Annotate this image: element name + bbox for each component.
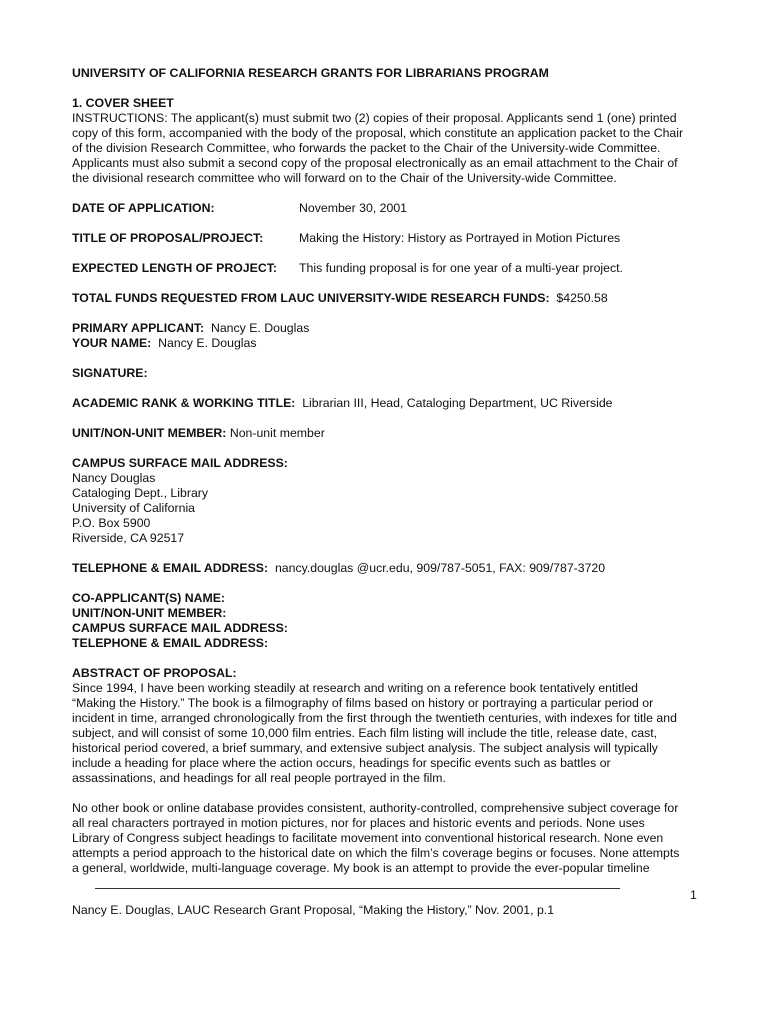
document-page [72, 66, 702, 876]
co-applicant-block [72, 591, 702, 651]
phone-row [72, 561, 702, 576]
primary-applicant-value: Nancy E. Douglas [210, 321, 310, 335]
abstract-label: ABSTRACT OF PROPOSAL: [72, 666, 237, 680]
address-line: Cataloging Dept., Library [72, 486, 209, 500]
length-label: EXPECTED LENGTH OF PROJECT: [72, 261, 277, 275]
length-row [72, 261, 702, 276]
date-row [72, 201, 702, 216]
abstract-line: a general, worldwide, multi-language coverage. My book is an attempt to provide the ever-popular timeline [72, 861, 650, 875]
abstract-line: No other book or online database provides consistent, authority-controlled, comprehensive subject coverage for [72, 801, 679, 815]
abstract-line: historical period covered, a brief summary, and extensive subject analysis. The subject analysis will typically [72, 741, 658, 755]
instructions-line: the divisional research committee who will forward on to the Chair of the University-wide Committee. [72, 171, 617, 185]
your-name-value: Nancy E. Douglas [158, 336, 257, 350]
primary-applicant-label: PRIMARY APPLICANT: [72, 321, 205, 335]
phone-label: TELEPHONE & EMAIL ADDRESS: [72, 561, 269, 575]
cover-sheet-title: 1. COVER SHEET [72, 96, 174, 110]
address-label: CAMPUS SURFACE MAIL ADDRESS: [72, 456, 288, 470]
abstract-paragraph-1 [72, 681, 702, 786]
title-label: TITLE OF PROPOSAL/PROJECT: [72, 231, 264, 245]
address-block [72, 471, 702, 546]
unit-label: UNIT/NON-UNIT MEMBER: [72, 426, 227, 440]
document-heading: UNIVERSITY OF CALIFORNIA RESEARCH GRANTS FOR LIBRARIANS PROGRAM [72, 66, 549, 80]
abstract-line: include a heading for place where the action occurs, headings for specific events such as battles or [72, 756, 611, 770]
address-line: University of California [72, 501, 196, 515]
co-applicant-unit-label: UNIT/NON-UNIT MEMBER: [72, 606, 227, 620]
abstract-line: subject, and will consist of some 10,000 film entries. Each film listing will include the title, release date, cast, [72, 726, 658, 740]
rank-label: ACADEMIC RANK & WORKING TITLE: [72, 396, 296, 410]
instructions-line: INSTRUCTIONS: The applicant(s) must submit two (2) copies of their proposal. Applicants send 1 (one) printed [72, 111, 677, 125]
abstract-line: attempts a period approach to the historical date on which the film’s coverage begins or focuses. None attempts [72, 846, 680, 860]
address-line: P.O. Box 5900 [72, 516, 151, 530]
abstract-line: incident in time, arranged chronologically from the first through the twentieth centuries, with indexes for title and [72, 711, 677, 725]
instructions-line: copy of this form, accompanied with the body of the proposal, which constitute an application packet to the Chair [72, 126, 684, 140]
co-applicant-name-label: CO-APPLICANT(S) NAME: [72, 591, 226, 605]
date-label: DATE OF APPLICATION: [72, 201, 215, 215]
abstract-line: “Making the History.” The book is a filmography of films based on history or portraying a particular period or [72, 696, 654, 710]
funds-row [72, 291, 702, 306]
abstract-line: all real characters portrayed in motion pictures, nor for places and historic events and periods. None uses [72, 816, 645, 830]
address-line: Nancy Douglas [72, 471, 156, 485]
co-applicant-phone-label: TELEPHONE & EMAIL ADDRESS: [72, 636, 269, 650]
co-applicant-address-label: CAMPUS SURFACE MAIL ADDRESS: [72, 621, 288, 635]
funds-label: TOTAL FUNDS REQUESTED FROM LAUC UNIVERSITY-WIDE RESEARCH FUNDS: [72, 291, 550, 305]
phone-value: nancy.douglas @ucr.edu, 909/787-5051, FAX: 909/787-3720 [274, 561, 606, 575]
abstract-line: Library of Congress subject headings to facilitate movement into conventional historical research. None even [72, 831, 664, 845]
unit-row [72, 426, 702, 441]
unit-value: Non-unit member [229, 426, 325, 440]
instructions-line: Applicants must also submit a second copy of the proposal electronically as an email attachment to the Chair of [72, 156, 678, 170]
your-name-label: YOUR NAME: [72, 336, 152, 350]
primary-applicant-row [72, 321, 702, 336]
rank-row [72, 396, 702, 411]
footer-text: Nancy E. Douglas, LAUC Research Grant Proposal, “Making the History,” Nov. 2001, p.1 [72, 903, 555, 917]
date-value: November 30, 2001 [299, 201, 408, 215]
footer-divider [95, 888, 620, 889]
your-name-row [72, 336, 702, 351]
instructions-line: of the division Research Committee, who forwards the packet to the Chair of the University-wide Committee. [72, 141, 661, 155]
length-value: This funding proposal is for one year of a multi-year project. [299, 261, 623, 275]
signature-label: SIGNATURE: [72, 366, 148, 380]
funds-value: $4250.58 [556, 291, 608, 305]
title-value: Making the History: History as Portrayed in Motion Pictures [299, 231, 621, 245]
abstract-line: assassinations, and headings for all real people portrayed in the film. [72, 771, 446, 785]
abstract-line: Since 1994, I have been working steadily at research and writing on a reference book tentatively entitled [72, 681, 638, 695]
rank-value: Librarian III, Head, Cataloging Department, UC Riverside [302, 396, 613, 410]
address-line: Riverside, CA 92517 [72, 531, 185, 545]
abstract-paragraph-2 [72, 801, 702, 876]
title-row [72, 231, 702, 246]
page-number: 1 [690, 888, 697, 902]
instructions-paragraph [72, 111, 702, 186]
